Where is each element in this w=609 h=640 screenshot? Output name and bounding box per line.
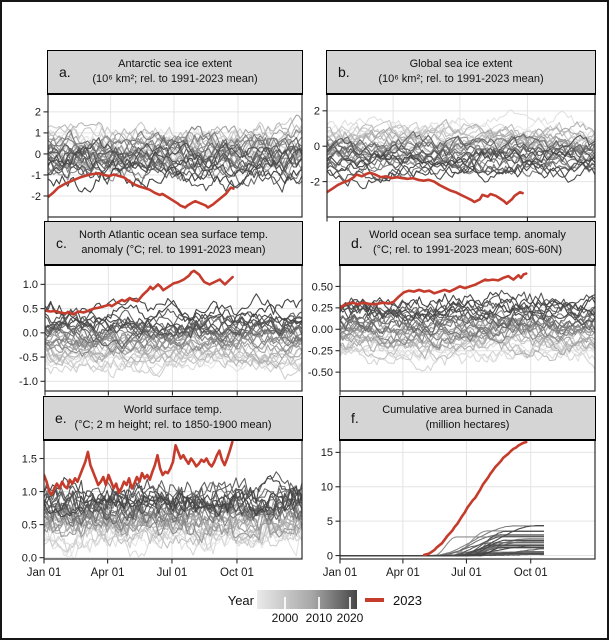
panel-e-xtick-label: Jul 01 [156,567,188,579]
legend-tick-2000: 2000 [271,611,299,625]
panel-a-ytick-label: 0 [34,148,41,161]
gradient-notch-2000 [284,597,286,609]
panel-f-title-line1: Cumulative area burned in Canada [382,404,553,417]
panel-b-ytick-label: -2 [310,176,320,189]
panel-a-title [48,57,302,86]
panel-c-ytick-label: 1.0 [22,279,38,292]
panel-e-header [43,396,303,440]
panel-c-ytick-label: 0.0 [22,327,38,340]
panel-d-ytick-label: 0.00 [311,324,333,337]
panel-a-ytick-label: -1 [31,169,41,182]
panel-e-ytick-label: 0.0 [21,552,37,565]
panel-b-background-year-lines [327,110,595,189]
panel-c-ytick-label: -1.0 [19,376,38,389]
panel-c-title-line1: North Atlantic ocean sea surface temp. [79,229,268,242]
panel-f-xtick-label: Jul 01 [451,567,482,579]
gradient-notch-2010 [318,597,320,609]
panel-f-title [340,403,595,432]
panel-d-title-line1: World ocean sea surface temp. anomaly [369,229,566,242]
panel-e-plot [2,438,310,589]
panel-a-ytick-label: 2 [34,106,41,119]
panel-e-xtick-label: Oct 01 [220,567,254,579]
panel-d-title-line2: (°C; rel. to 1991-2023 mean; 60S-60N) [372,244,563,256]
legend-tick-2020: 2020 [336,611,364,625]
panel-f-axes [321,440,596,579]
gradient-notch-2020 [349,597,351,609]
panel-d-title [340,228,595,257]
panel-c-letter: c. [56,235,67,251]
panel-b-ytick-label: 2 [313,105,320,118]
panel-f-ytick-label: 5 [326,516,333,529]
legend-year-gradient-bar [257,590,357,609]
panel-e-title-line1: World surface temp. [123,404,223,417]
panel-c-ytick-label: 0.5 [22,303,38,316]
panel-e-xtick-label: Apr 01 [90,567,125,579]
panel-f-2023-line [424,442,526,555]
panel-a-letter: a. [59,64,71,80]
panel-a-title-line1: Antarctic sea ice extent [118,58,232,71]
panel-e-ytick-label: 1.5 [21,453,37,466]
panel-f-ytick-label: 15 [320,447,333,460]
panel-f-plot [298,438,603,589]
panel-f-ytick-label: 0 [326,550,333,563]
panel-d-ytick-label: 0.25 [311,302,333,315]
panel-e-title [44,403,302,432]
panel-d-ytick-label: -0.25 [307,345,333,358]
panel-d-ytick-label: -0.50 [307,366,333,379]
panel-a-background-year-lines [48,115,302,192]
panel-f-ytick-label: 10 [320,481,333,494]
panel-b-title-line2: (10⁶ km²; rel. to 1991-2023 mean) [378,73,544,85]
panel-f-title-line2: (million hectares) [425,419,510,431]
panel-e-ytick-label: 1.0 [21,486,37,499]
panel-d-letter: d. [351,235,363,251]
panel-e-xtick-label: Jan 01 [26,567,62,579]
panel-c-ytick-label: -0.5 [19,351,38,364]
panel-c-background-year-lines [45,294,302,379]
panel-f-letter: f. [351,410,359,426]
panel-c-title-line2: anomaly (°C; rel. to 1991-2023 mean) [81,244,266,256]
panel-f-gridlines [340,440,595,559]
panel-a-header [47,50,303,94]
panel-b-title-line1: Global sea ice extent [409,58,513,71]
panel-e-ytick-label: 0.5 [21,519,37,532]
panel-c-header [44,221,303,265]
panel-c-title [45,228,302,257]
panel-a-title-line2: (10⁶ km²; rel. to 1991-2023 mean) [92,73,258,85]
panel-b-ytick-label: 0 [313,141,320,154]
panel-e-title-line2: (°C; 2 m height; rel. to 1850-1900 mean) [74,419,272,431]
legend-year-label: Year [227,593,254,608]
panel-b-header [326,50,596,94]
panel-f-xtick-label: Oct 01 [513,567,548,579]
panel-e-background-year-lines [44,472,302,559]
panel-f-header [339,396,596,440]
legend-2023-line-swatch [365,598,384,602]
panel-b-title [327,57,595,86]
panel-f-background-year-lines [340,526,544,556]
panel-b-letter: b. [338,64,350,80]
panel-a-ytick-label: 1 [34,127,41,140]
panel-f-xtick-label: Jan 01 [322,567,358,579]
panel-e-letter: e. [55,410,67,426]
legend-2023-label: 2023 [393,593,422,608]
panel-d-header [339,221,596,265]
panel-c-2023-line [45,271,233,315]
legend-tick-2010: 2010 [305,611,333,625]
panel-a-ytick-label: -2 [31,190,41,203]
panel-f-xtick-label: Apr 01 [385,567,420,579]
panel-d-ytick-label: 0.50 [311,281,333,294]
